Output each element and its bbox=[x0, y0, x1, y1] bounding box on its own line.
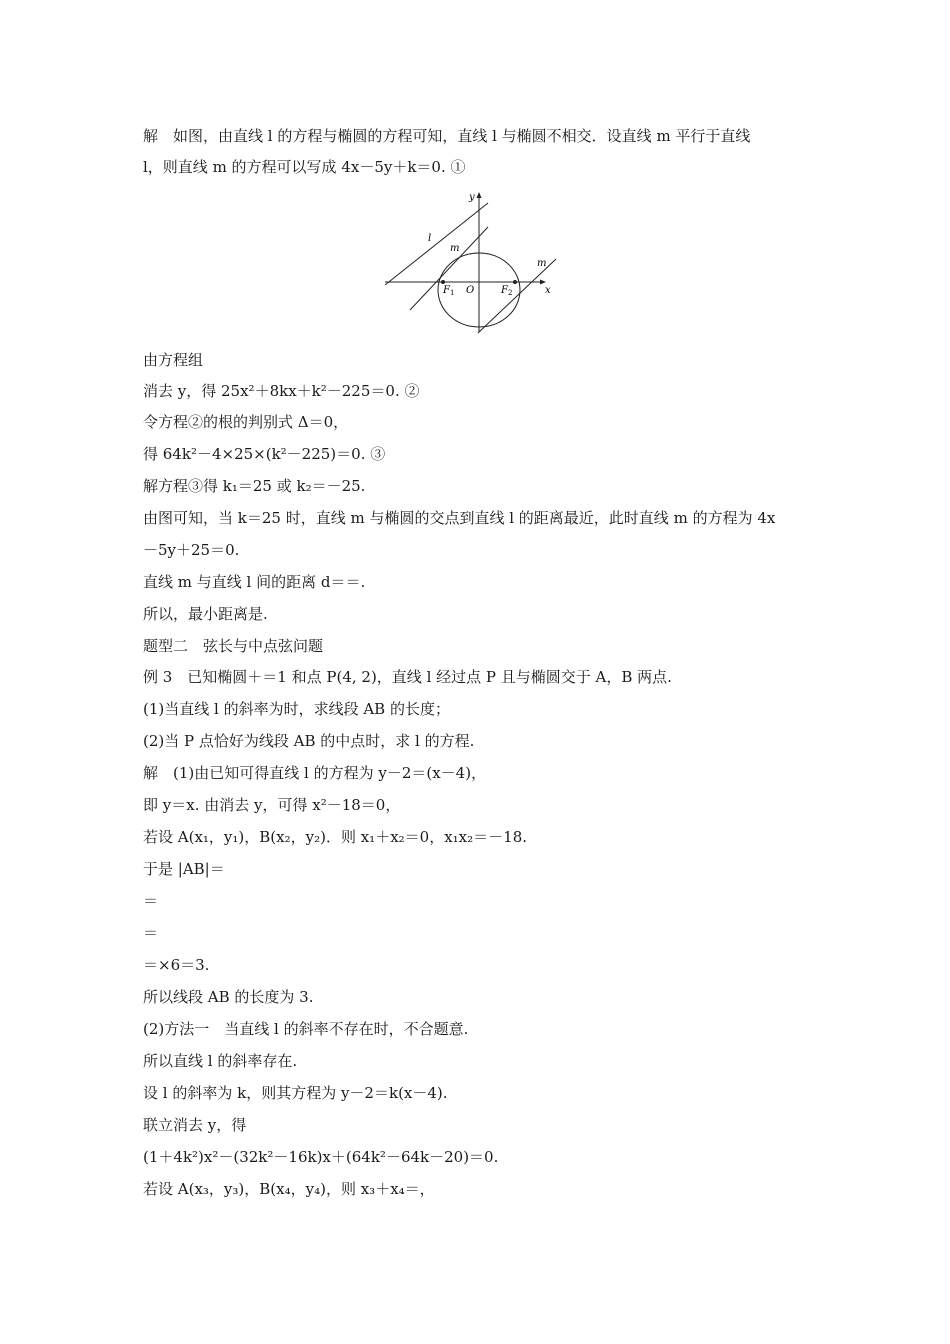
text-line: ＝ bbox=[143, 924, 159, 942]
label-y: y bbox=[469, 192, 475, 203]
section-heading: 题型二 弦长与中点弦问题 bbox=[143, 637, 324, 655]
text-line: (1＋4k²)x²－(32k²－16k)x＋(64k²－64k－20)＝0. bbox=[143, 1148, 499, 1166]
text-line: ＝ bbox=[143, 892, 159, 910]
text-line: 由方程组 bbox=[143, 351, 204, 369]
text-line: 联立消去 y，得 bbox=[143, 1116, 247, 1134]
text-line: －5y＋25＝0. bbox=[143, 541, 240, 559]
ellipse-figure bbox=[380, 185, 560, 335]
line-m-right bbox=[478, 259, 556, 333]
x-axis-arrow bbox=[540, 280, 546, 285]
focus-f1 bbox=[441, 280, 445, 284]
y-axis-arrow bbox=[477, 192, 482, 198]
text-line: 直线 m 与直线 l 间的距离 d＝＝. bbox=[143, 573, 366, 591]
label-m-upper: m bbox=[450, 243, 460, 254]
text-line: 于是 |AB|＝ bbox=[143, 860, 225, 878]
text-line: 例 3 已知椭圆＋＝1 和点 P(4, 2)，直线 l 经过点 P 且与椭圆交于 A，B 两点. bbox=[143, 668, 672, 686]
label-m-right: m bbox=[537, 258, 547, 269]
text-line: 若设 A(x₁，y₁)，B(x₂，y₂)．则 x₁＋x₂＝0，x₁x₂＝－18. bbox=[143, 828, 528, 846]
text-line: (2)方法一 当直线 l 的斜率不存在时，不合题意. bbox=[143, 1020, 469, 1038]
label-f1: $F_1$ bbox=[443, 285, 455, 297]
text-line: l，则直线 m 的方程可以写成 4x－5y＋k＝0. ① bbox=[143, 158, 466, 176]
text-line: 设 l 的斜率为 k，则其方程为 y－2＝k(x－4). bbox=[143, 1084, 448, 1102]
line-m-left bbox=[410, 227, 488, 310]
text-line: 若设 A(x₃，y₃)，B(x₄，y₄)，则 x₃＋x₄＝， bbox=[143, 1180, 435, 1198]
text-line: 即 y＝x. 由消去 y，可得 x²－18＝0， bbox=[143, 796, 401, 814]
text-line: 由图可知，当 k＝25 时，直线 m 与椭圆的交点到直线 l 的距离最近，此时直线 m 的方程为 4x bbox=[143, 509, 776, 527]
text-line: 令方程②的根的判别式 Δ＝0， bbox=[143, 413, 349, 431]
focus-f2 bbox=[513, 280, 517, 284]
text-line: 解 (1)由已知可得直线 l 的方程为 y－2＝(x－4)， bbox=[143, 764, 487, 782]
text-line: 所以直线 l 的斜率存在. bbox=[143, 1052, 298, 1070]
label-f2: $F_2$ bbox=[501, 285, 513, 297]
text-line: ＝×6＝3. bbox=[143, 956, 210, 974]
label-o: O bbox=[466, 285, 475, 296]
text-line: 解 如图，由直线 l 的方程与椭圆的方程可知，直线 l 与椭圆不相交．设直线 m 平行于直线 bbox=[143, 127, 751, 145]
text-line: 消去 y，得 25x²＋8kx＋k²－225＝0. ② bbox=[143, 382, 420, 400]
text-line: (1)当直线 l 的斜率为时，求线段 AB 的长度； bbox=[143, 700, 450, 718]
text-line: 所以线段 AB 的长度为 3. bbox=[143, 988, 314, 1006]
label-l: l bbox=[428, 233, 432, 244]
text-line: 解方程③得 k₁＝25 或 k₂＝－25. bbox=[143, 477, 366, 495]
text-line: (2)当 P 点恰好为线段 AB 的中点时，求 l 的方程. bbox=[143, 732, 475, 750]
text-line: 得 64k²－4×25×(k²－225)＝0. ③ bbox=[143, 445, 386, 463]
text-line: 所以，最小距离是. bbox=[143, 605, 268, 623]
label-x: x bbox=[545, 285, 551, 296]
